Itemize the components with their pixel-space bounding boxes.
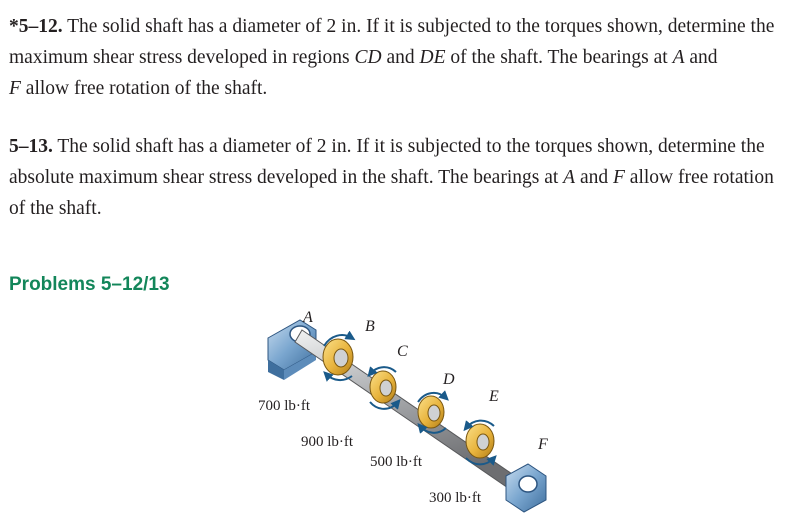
problem-text: and xyxy=(575,167,613,188)
torque-e-label: 300 lb·ft xyxy=(429,490,482,506)
problem-text: and xyxy=(684,47,718,68)
problem-text: The solid shaft has a diameter of 2 in. If it is subjected to the torques shown, determine the maximum shear stress developed in regions xyxy=(9,16,775,68)
bearing-label: A xyxy=(672,47,685,68)
point-a-label: A xyxy=(303,309,313,326)
point-f-label: F xyxy=(538,436,548,453)
problem-text: and xyxy=(381,47,420,68)
shaft-figure xyxy=(240,300,560,515)
problem-text: allow free rotation of the shaft. xyxy=(9,167,774,219)
problem-number: *5–12. xyxy=(9,16,63,37)
point-c-label: C xyxy=(397,343,408,360)
collar-d xyxy=(418,396,444,428)
problem-5-12 xyxy=(9,11,794,104)
torque-b-label: 700 lb·ft xyxy=(258,398,311,414)
point-e-label: E xyxy=(489,388,499,405)
point-b-label: B xyxy=(365,318,375,335)
collar-c xyxy=(370,371,396,403)
problem-number: 5–13. xyxy=(9,136,53,157)
bearing-f xyxy=(506,464,546,512)
bearing-label: F xyxy=(613,167,625,188)
bearing-label: F xyxy=(9,78,21,99)
region-label: DE xyxy=(419,47,446,68)
torque-c-label: 900 lb·ft xyxy=(301,434,354,450)
collar-e xyxy=(466,424,494,458)
figure-caption: Problems 5–12/13 xyxy=(9,274,170,295)
problem-text: of the shaft. The bearings at xyxy=(445,47,673,68)
region-label: CD xyxy=(354,47,382,68)
torque-d-label: 500 lb·ft xyxy=(370,454,423,470)
point-d-label: D xyxy=(443,371,455,388)
problem-text: allow free rotation of the shaft. xyxy=(20,78,268,99)
problem-text: The solid shaft has a diameter of 2 in. If it is subjected to the torques shown, determine the absolute maximum shear stress developed in the shaft. The bearings at xyxy=(9,136,765,188)
bearing-label: A xyxy=(563,167,576,188)
collar-b xyxy=(323,339,353,375)
problem-5-13 xyxy=(9,131,794,224)
